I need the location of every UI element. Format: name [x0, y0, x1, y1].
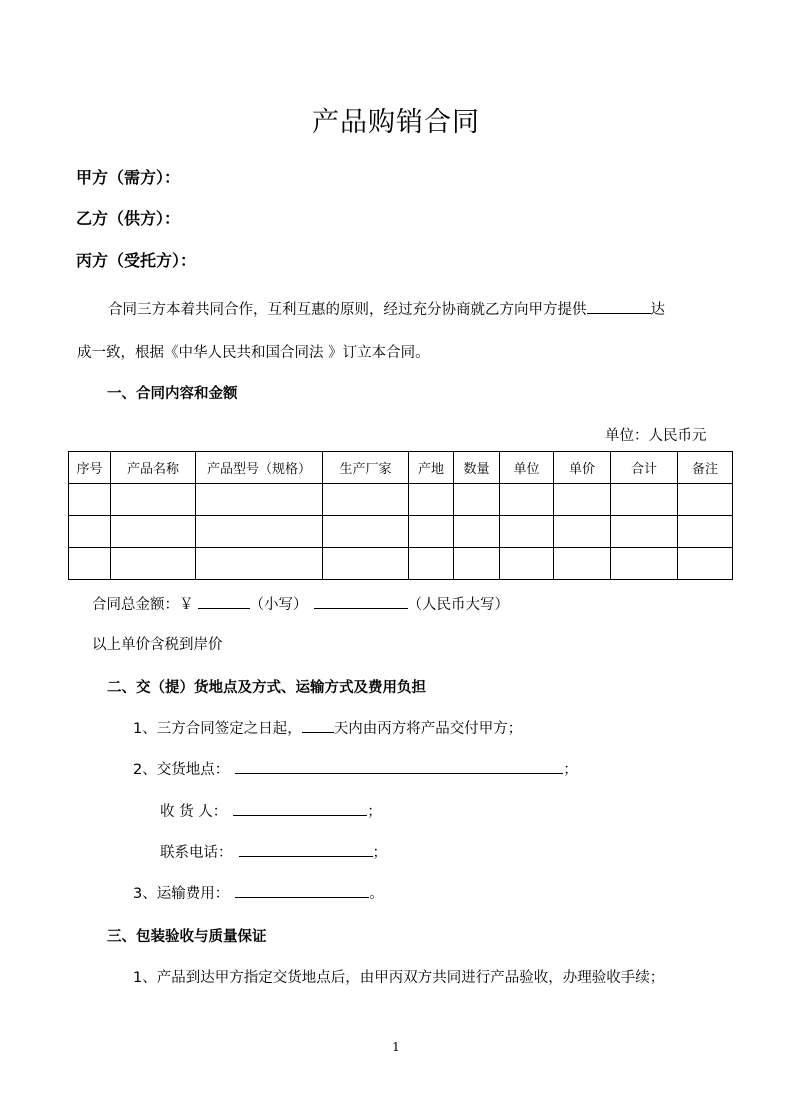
intro-line-2: 成一致，根据《中华人民共和国合同法 》订立本合同。 — [77, 345, 430, 361]
table-cell[interactable] — [500, 516, 554, 548]
section-3-heading: 三、包装验收与质量保证 — [107, 929, 267, 945]
receiver-end: ； — [367, 804, 382, 820]
header-cell: 合计 — [611, 452, 678, 484]
total-label: 合同总金额：￥ — [92, 597, 194, 613]
total-big-label: （人民币大写） — [407, 597, 509, 613]
intro-line-1 — [108, 298, 665, 319]
header-cell: 产品名称 — [111, 452, 196, 484]
receiver-line — [160, 800, 382, 821]
phone-label: 联系电话： — [160, 845, 233, 861]
header-cell: 产地 — [409, 452, 454, 484]
table-row — [69, 548, 733, 580]
delivery-days-text: 1、三方合同签定之日起， — [133, 721, 302, 737]
table-cell[interactable] — [678, 548, 733, 580]
table-header-row — [69, 452, 733, 484]
table-cell[interactable] — [323, 516, 409, 548]
table-cell[interactable] — [554, 548, 611, 580]
table-cell[interactable] — [409, 548, 454, 580]
delivery-days-text-end: 天内由丙方将产品交付甲方； — [333, 721, 523, 737]
currency-unit: 单位：人民币元 — [605, 428, 707, 444]
table-cell[interactable] — [500, 548, 554, 580]
receiver-blank — [233, 801, 367, 816]
intro-text: 合同三方本着共同合作，互利互惠的原则，经过充分协商就乙方向甲方提供 — [108, 302, 587, 318]
page-number: 1 — [392, 1040, 400, 1054]
delivery-place-blank — [235, 759, 563, 774]
table-cell[interactable] — [196, 484, 323, 516]
intro-text-end: 达 — [650, 302, 665, 318]
header-cell: 单位 — [500, 452, 554, 484]
delivery-place-label: 2、交货地点： — [133, 762, 230, 778]
delivery-place-line — [133, 758, 578, 779]
delivery-days-line — [133, 717, 522, 738]
shipping-cost-end: 。 — [369, 886, 384, 902]
inspection-item-1: 1、产品到达甲方指定交货地点后，由甲丙双方共同进行产品验收，办理验收手续； — [133, 970, 665, 986]
phone-blank — [239, 842, 373, 857]
table-cell[interactable] — [409, 484, 454, 516]
section-2-heading: 二、交（提）货地点及方式、运输方式及费用负担 — [107, 680, 426, 696]
header-cell: 序号 — [69, 452, 111, 484]
table-cell[interactable] — [196, 548, 323, 580]
header-cell: 数量 — [454, 452, 500, 484]
contract-total-line — [92, 593, 509, 614]
table-cell[interactable] — [69, 516, 111, 548]
shipping-cost-blank — [235, 883, 369, 898]
shipping-cost-label: 3、运输费用： — [133, 886, 230, 902]
party-a-label: 甲方（需方）： — [76, 168, 181, 187]
shipping-cost-line — [133, 882, 384, 903]
total-big-blank — [314, 594, 408, 609]
table-row — [69, 484, 733, 516]
table-cell[interactable] — [611, 516, 678, 548]
header-cell: 生产厂家 — [323, 452, 409, 484]
table-cell[interactable] — [323, 548, 409, 580]
table-cell[interactable] — [323, 484, 409, 516]
table-cell[interactable] — [454, 548, 500, 580]
goods-table — [68, 451, 733, 580]
receiver-label: 收 货 人： — [160, 804, 228, 820]
table-cell[interactable] — [554, 484, 611, 516]
table-cell[interactable] — [111, 484, 196, 516]
contract-title: 产品购销合同 — [312, 107, 480, 138]
table-cell[interactable] — [111, 516, 196, 548]
table-cell[interactable] — [500, 484, 554, 516]
table-cell[interactable] — [196, 516, 323, 548]
phone-end: ； — [372, 845, 387, 861]
table-cell[interactable] — [611, 484, 678, 516]
table-cell[interactable] — [69, 548, 111, 580]
table-cell[interactable] — [454, 484, 500, 516]
table-cell[interactable] — [611, 548, 678, 580]
table-row — [69, 516, 733, 548]
header-cell: 备注 — [678, 452, 733, 484]
table-cell[interactable] — [454, 516, 500, 548]
table-cell[interactable] — [409, 516, 454, 548]
table-cell[interactable] — [69, 484, 111, 516]
delivery-days-blank — [302, 718, 334, 733]
table-cell[interactable] — [678, 516, 733, 548]
party-c-label: 丙方（受托方）： — [76, 251, 197, 270]
table-cell[interactable] — [111, 548, 196, 580]
header-cell: 单价 — [554, 452, 611, 484]
phone-line — [160, 841, 387, 862]
tax-note: 以上单价含税到岸价 — [92, 637, 223, 653]
party-b-label: 乙方（供方）： — [76, 209, 181, 228]
product-blank — [587, 299, 651, 314]
total-small-label: （小写） — [249, 597, 308, 613]
section-1-heading: 一、合同内容和金额 — [107, 386, 238, 402]
total-small-blank — [198, 594, 250, 609]
table-cell[interactable] — [678, 484, 733, 516]
header-cell: 产品型号（规格） — [196, 452, 323, 484]
delivery-place-end: ； — [563, 762, 578, 778]
table-cell[interactable] — [554, 516, 611, 548]
